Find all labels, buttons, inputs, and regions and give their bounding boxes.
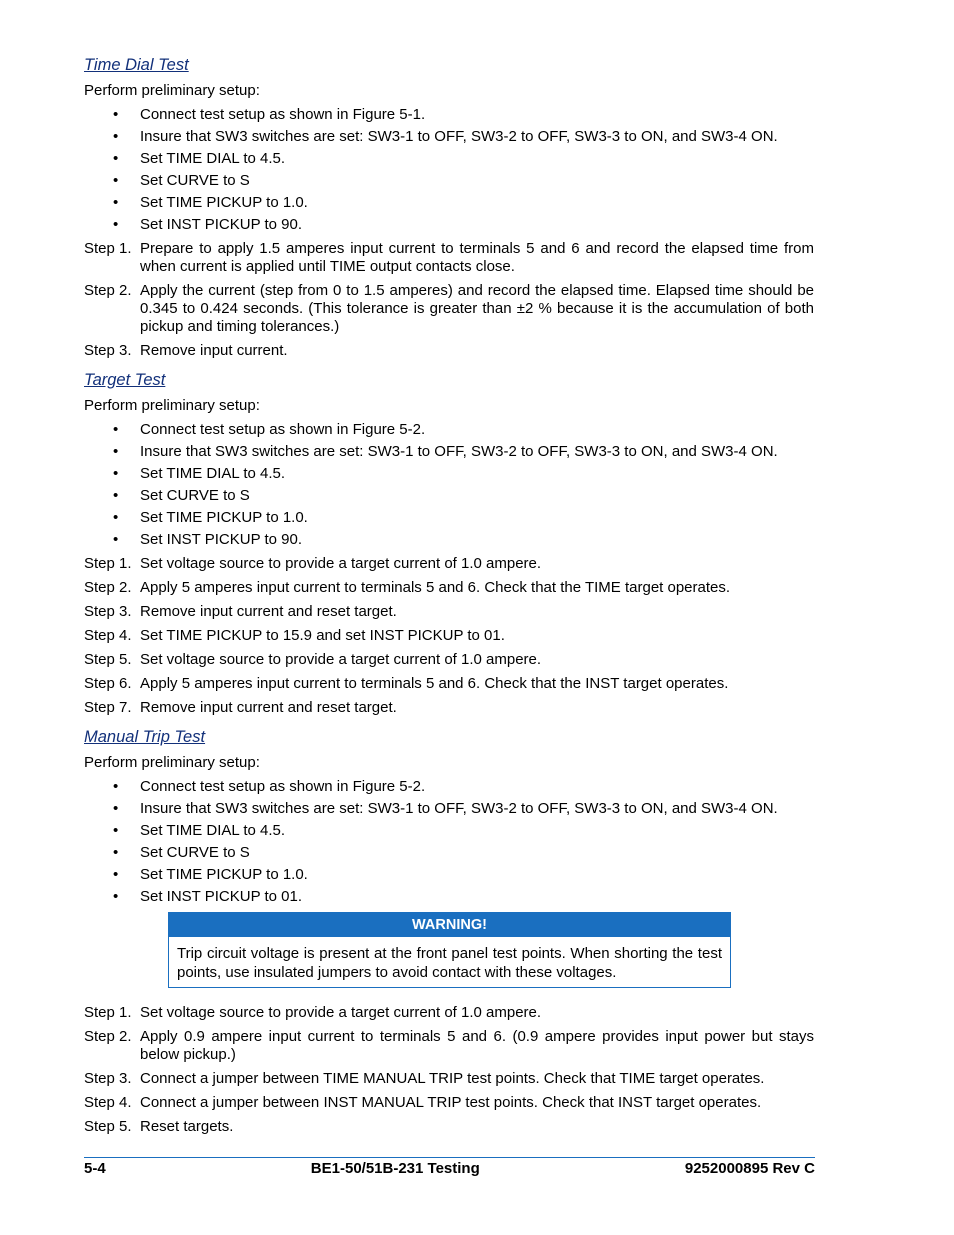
setup-list xyxy=(84,778,814,906)
step-text: Apply 0.9 ampere input current to terminals 5 and 6. (0.9 ampere provides input power but stays below pickup.) xyxy=(140,1028,814,1063)
section-intro: Perform preliminary setup: xyxy=(84,82,260,99)
list-item: • Insure that SW3 switches are set: SW3-1 to OFF, SW3-2 to OFF, SW3-3 to ON, and SW3-4 ON. xyxy=(84,443,814,461)
step-item xyxy=(84,1118,814,1136)
section-time-dial-test xyxy=(84,55,814,360)
step-item xyxy=(84,675,814,693)
step-text: Remove input current and reset target. xyxy=(140,699,397,716)
document-page xyxy=(84,55,814,1146)
section-manual-trip-test xyxy=(84,727,814,1136)
step-text: Reset targets. xyxy=(140,1118,234,1135)
list-item: • Set TIME PICKUP to 1.0. xyxy=(84,194,814,212)
step-number: Step 1. xyxy=(84,555,132,572)
list-item: • Set TIME DIAL to 4.5. xyxy=(84,465,814,483)
step-item xyxy=(84,555,814,573)
setup-list xyxy=(84,421,814,549)
step-number: Step 5. xyxy=(84,1118,132,1135)
footer-doc-number: 9252000895 Rev C xyxy=(684,1160,815,1177)
step-number: Step 1. xyxy=(84,1004,132,1021)
warning-body: Trip circuit voltage is present at the front panel test points. When shorting the test points, use insulated jumpers to avoid contact with these voltages. xyxy=(177,945,722,981)
setup-list xyxy=(84,106,814,234)
list-item: • Set INST PICKUP to 90. xyxy=(84,531,814,549)
list-item: • Set CURVE to S xyxy=(84,172,814,190)
step-text: Apply the current (step from 0 to 1.5 amperes) and record the elapsed time. Elapsed time should be 0.345 to 0.424 seconds. (This tolerance is greater than ±2 % because it is the accumulation of both pickup and timing tolerances.) xyxy=(140,282,814,335)
section-heading: Manual Trip Test xyxy=(84,728,206,746)
list-item: • Set TIME PICKUP to 1.0. xyxy=(84,509,814,527)
list-item: • Set INST PICKUP to 90. xyxy=(84,216,814,234)
section-intro: Perform preliminary setup: xyxy=(84,397,260,414)
list-item: • Set TIME DIAL to 4.5. xyxy=(84,822,814,840)
list-item: • Connect test setup as shown in Figure 5-2. xyxy=(84,421,814,439)
step-number: Step 3. xyxy=(84,1070,132,1087)
step-item xyxy=(84,651,814,669)
step-number: Step 3. xyxy=(84,342,132,359)
warning-box xyxy=(168,912,731,988)
step-text: Apply 5 amperes input current to terminals 5 and 6. Check that the INST target operates. xyxy=(140,675,729,692)
step-text: Set voltage source to provide a target current of 1.0 ampere. xyxy=(140,1004,542,1021)
step-number: Step 2. xyxy=(84,282,132,299)
step-number: Step 5. xyxy=(84,651,132,668)
step-text: Set voltage source to provide a target current of 1.0 ampere. xyxy=(140,651,542,668)
step-text: Prepare to apply 1.5 amperes input current to terminals 5 and 6 and record the elapsed time from when current is applied until TIME output contacts close. xyxy=(140,240,814,275)
step-item xyxy=(84,1094,814,1112)
list-item: • Set TIME DIAL to 4.5. xyxy=(84,150,814,168)
step-item xyxy=(84,627,814,645)
page-footer xyxy=(84,1157,815,1178)
step-item xyxy=(84,282,814,336)
list-item: • Connect test setup as shown in Figure 5-1. xyxy=(84,106,814,124)
list-item: • Insure that SW3 switches are set: SW3-1 to OFF, SW3-2 to OFF, SW3-3 to ON, and SW3-4 ON. xyxy=(84,128,814,146)
footer-page-number: 5-4 xyxy=(84,1160,106,1177)
step-item xyxy=(84,579,814,597)
step-text: Connect a jumper between INST MANUAL TRIP test points. Check that INST target operates. xyxy=(140,1094,762,1111)
list-item: • Insure that SW3 switches are set: SW3-1 to OFF, SW3-2 to OFF, SW3-3 to ON, and SW3-4 ON. xyxy=(84,800,814,818)
list-item: • Set INST PICKUP to 01. xyxy=(84,888,814,906)
step-number: Step 1. xyxy=(84,240,132,257)
step-number: Step 7. xyxy=(84,699,132,716)
step-number: Step 2. xyxy=(84,1028,132,1045)
step-number: Step 4. xyxy=(84,1094,132,1111)
step-text: Remove input current and reset target. xyxy=(140,603,397,620)
step-number: Step 2. xyxy=(84,579,132,596)
section-heading: Time Dial Test xyxy=(84,56,189,74)
step-number: Step 4. xyxy=(84,627,132,644)
step-item xyxy=(84,699,814,717)
step-item xyxy=(84,603,814,621)
step-text: Apply 5 amperes input current to terminals 5 and 6. Check that the TIME target operates. xyxy=(140,579,731,596)
step-text: Set voltage source to provide a target current of 1.0 ampere. xyxy=(140,555,542,572)
footer-title: BE1-50/51B-231 Testing xyxy=(310,1160,480,1177)
section-target-test xyxy=(84,370,814,717)
step-text: Set TIME PICKUP to 15.9 and set INST PICKUP to 01. xyxy=(140,627,505,644)
section-heading: Target Test xyxy=(84,371,166,389)
step-number: Step 3. xyxy=(84,603,132,620)
step-text: Connect a jumper between TIME MANUAL TRIP test points. Check that TIME target operates. xyxy=(140,1070,765,1087)
warning-title: WARNING! xyxy=(169,913,730,937)
step-item xyxy=(84,1028,814,1064)
step-number: Step 6. xyxy=(84,675,132,692)
list-item: • Set CURVE to S xyxy=(84,844,814,862)
step-text: Remove input current. xyxy=(140,342,288,359)
section-intro: Perform preliminary setup: xyxy=(84,754,260,771)
list-item: • Set TIME PICKUP to 1.0. xyxy=(84,866,814,884)
list-item: • Connect test setup as shown in Figure 5-2. xyxy=(84,778,814,796)
list-item: • Set CURVE to S xyxy=(84,487,814,505)
step-item xyxy=(84,342,814,360)
step-item xyxy=(84,240,814,276)
step-item xyxy=(84,1070,814,1088)
step-item xyxy=(84,1004,814,1022)
